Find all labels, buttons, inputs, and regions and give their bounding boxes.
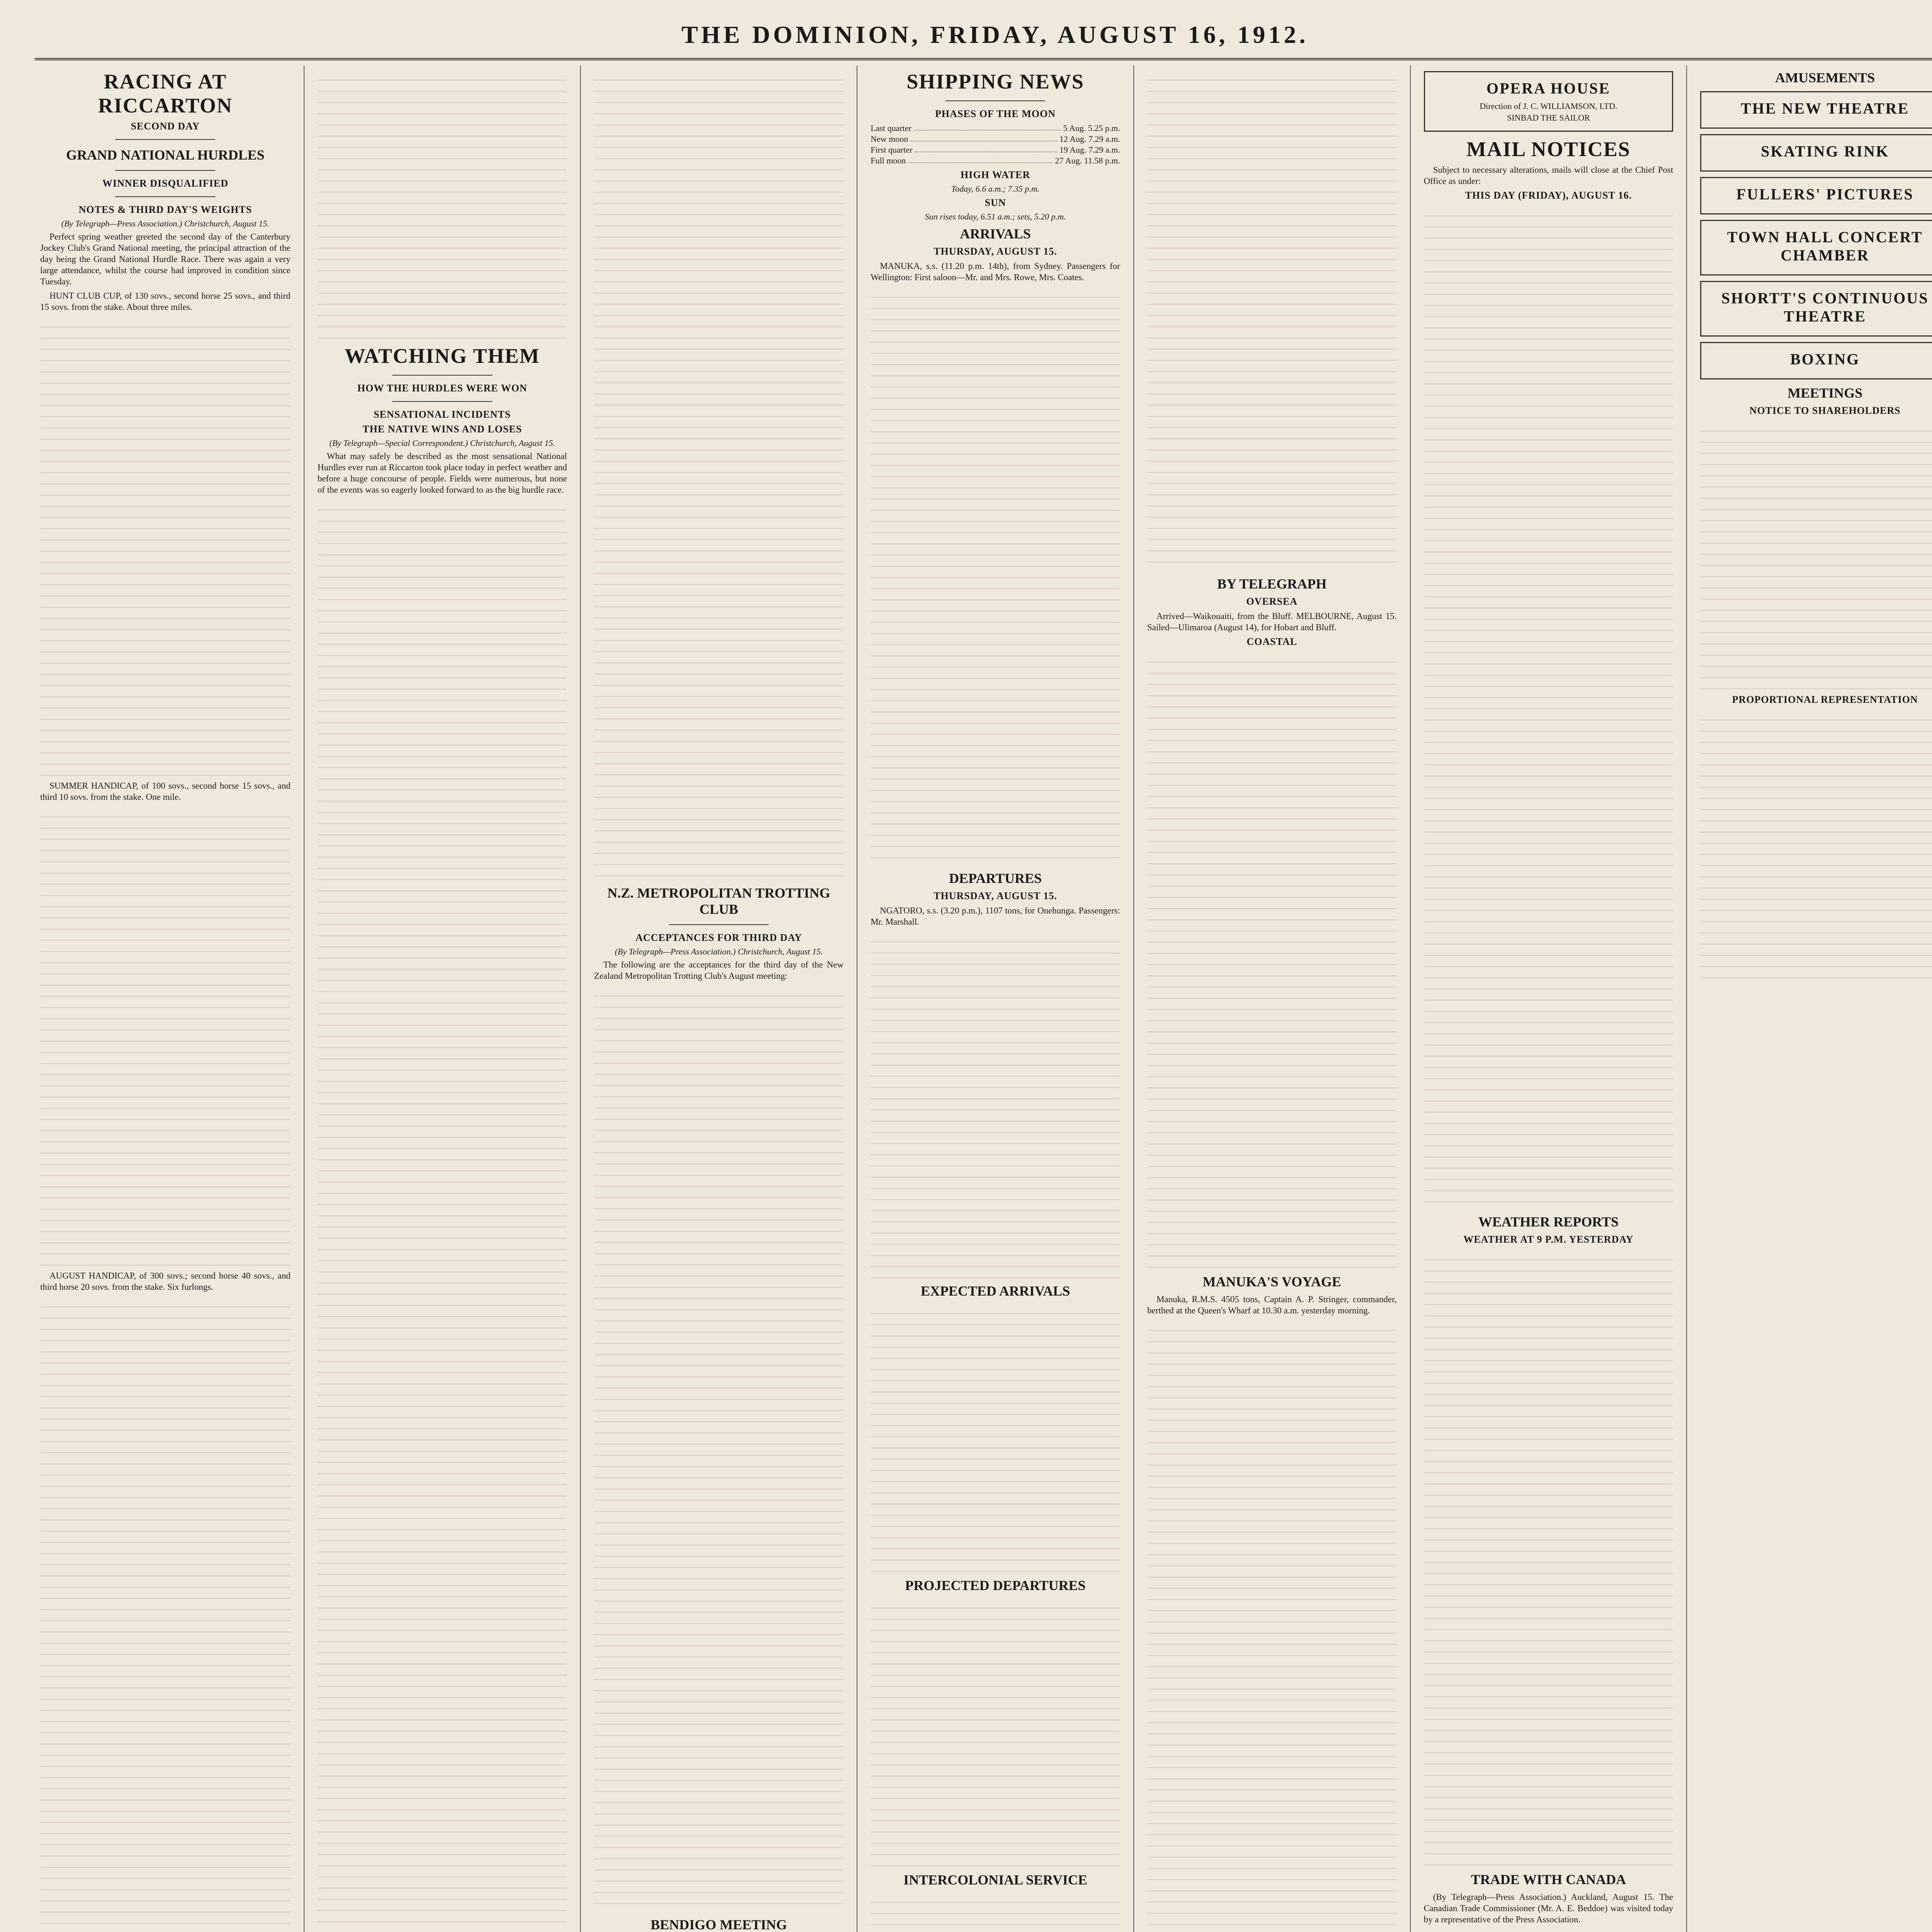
- rule: [115, 170, 215, 171]
- racing-deck: GRAND NATIONAL HURDLES: [66, 147, 265, 163]
- text-body: [1700, 709, 1932, 980]
- text-body: [1147, 651, 1397, 1270]
- mail-p1: Subject to necessary alterations, mails will close at the Chief Post Office as under:: [1423, 165, 1673, 186]
- arrivals-text: MANUKA, s.s. (11.20 p.m. 14th), from Sydney. Passengers for Wellington: First saloon—Mr. and Mrs. Rowe, Mrs. Coates.: [871, 261, 1120, 282]
- text-body: [1700, 420, 1932, 691]
- departures-text: NGATORO, s.s. (3.20 p.m.), 1107 tons, for Onehunga. Passengers: Mr. Marshall.: [871, 906, 1120, 927]
- column-amusements: [1686, 66, 1932, 1932]
- telegraph-p1: Arrived—Waikouaiti, from the Bluff. MELBOURNE, August 15. Sailed—Ulimaroa (August 14), for Hobart and Bluff.: [1147, 611, 1397, 632]
- racing-race3: AUGUST HANDICAP, of 300 sovs.; second horse 40 sovs., and third horse 20 sovs. from the stake. Six furlongs.: [40, 1271, 291, 1292]
- sun-head: SUN: [985, 197, 1006, 208]
- text-body: [318, 70, 567, 340]
- text-body: [594, 985, 844, 1913]
- racing-dateline: (By Telegraph—Press Association.) Christchurch, August 15.: [61, 219, 269, 228]
- rule: [392, 401, 492, 402]
- metropolitan-sub: ACCEPTANCES FOR THIRD DAY: [635, 932, 802, 943]
- weather-head: WEATHER REPORTS: [1478, 1214, 1619, 1230]
- watching-head: WATCHING THEM: [344, 344, 540, 367]
- shortts-title: SHORTT'S CONTINUOUS THEATRE: [1721, 289, 1929, 325]
- text-body: [871, 931, 1120, 1279]
- racing-race1: HUNT CLUB CUP, of 130 sovs., second horse 25 sovs., and third 15 sovs. from the stake. About three miles.: [40, 291, 291, 312]
- bendigo-head: BENDIGO MEETING: [650, 1917, 787, 1932]
- trade-text: (By Telegraph—Press Association.) Auckland, August 15. The Canadian Trade Commissioner (Mr. A. E. Beddoe) was visited today by a representative of the Press Association.: [1423, 1892, 1673, 1924]
- manuka-head: MANUKA'S VOYAGE: [1202, 1274, 1341, 1289]
- newspaper-title: THE DOMINION, FRIDAY, AUGUST 16, 1912.: [681, 21, 1309, 48]
- column-mail: [1410, 66, 1687, 1932]
- column-trotting: [580, 66, 857, 1932]
- rule: [115, 139, 215, 140]
- text-body: [40, 806, 291, 1270]
- racing-intro: Perfect spring weather greeted the second day of the Canterbury Jockey Club's Grand National meeting, the principal attraction of the day being the Grand National Hurdle Race. There was again a very large attendance, whilst the course had improved in condition since Tuesday.: [40, 232, 291, 286]
- expected-head: EXPECTED ARRIVALS: [920, 1283, 1070, 1299]
- list-item: New moon 12 Aug. 7.29 a.m.: [871, 134, 1120, 144]
- text-body: [871, 1303, 1120, 1573]
- projected-head: PROJECTED DEPARTURES: [905, 1578, 1086, 1593]
- shortts-ad: [1700, 281, 1932, 337]
- text-body: [1424, 1249, 1673, 1867]
- watching-sub: HOW THE HURDLES WERE WON: [357, 383, 527, 394]
- mail-today: THIS DAY (FRIDAY), AUGUST 16.: [1465, 190, 1632, 201]
- notice-head: NOTICE TO SHAREHOLDERS: [1749, 405, 1901, 416]
- mail-head: MAIL NOTICES: [1466, 138, 1631, 161]
- column-telegraph: [1133, 66, 1410, 1932]
- text-body: [40, 316, 291, 780]
- text-body: [1147, 70, 1397, 572]
- text-body: [871, 1892, 1120, 1932]
- column-racing: [27, 66, 304, 1932]
- opera-direction: Direction of J. C. WILLIAMSON, LTD.: [1480, 101, 1617, 111]
- arrivals-date: THURSDAY, AUGUST 15.: [934, 246, 1057, 257]
- text-body: [1424, 205, 1673, 1210]
- sun-text: Sun rises today, 6.51 a.m.; sets, 5.20 p.m.: [925, 212, 1066, 221]
- intercolonial-head: INTERCOLONIAL SERVICE: [903, 1872, 1087, 1888]
- list-item: First quarter 19 Aug. 7.29 a.m.: [871, 145, 1120, 155]
- meetings-head: MEETINGS: [1787, 385, 1863, 401]
- text-body: [871, 1597, 1120, 1868]
- watching-sub2: SENSATIONAL INCIDENTS: [374, 409, 511, 420]
- fullers-ad: [1700, 177, 1932, 214]
- moon-list: [871, 123, 1120, 166]
- town-hall-ad: [1700, 220, 1932, 276]
- skating-title: SKATING RINK: [1761, 143, 1889, 160]
- departures-head: DEPARTURES: [949, 871, 1042, 886]
- new-theatre-ad: [1700, 91, 1932, 129]
- column-shipping: [857, 66, 1133, 1932]
- racing-subhead: SECOND DAY: [131, 121, 200, 132]
- watching-dateline: (By Telegraph—Special Correspondent.) Christchurch, August 15.: [329, 438, 555, 448]
- coastal-head: COASTAL: [1247, 636, 1298, 647]
- trade-head: TRADE WITH CANADA: [1471, 1872, 1626, 1887]
- watching-sub3: THE NATIVE WINS AND LOSES: [362, 423, 522, 435]
- text-body: [40, 1296, 291, 1932]
- weather-sub: WEATHER AT 9 P.M. YESTERDAY: [1463, 1234, 1634, 1245]
- manuka-text: Manuka, R.M.S. 4505 tons, Captain A. P. Stringer, commander, berthed at the Queen's Wharf at 10.30 a.m. yesterday morning.: [1147, 1294, 1397, 1315]
- departures-date: THURSDAY, AUGUST 15.: [934, 890, 1057, 901]
- town-hall-title: TOWN HALL CONCERT CHAMBER: [1727, 228, 1923, 264]
- columns: [27, 66, 1932, 1932]
- text-body: [871, 287, 1120, 866]
- rule: [115, 196, 215, 197]
- metropolitan-p1: The following are the acceptances for the third day of the New Zealand Metropolitan Trotting Club's August meeting:: [594, 960, 844, 981]
- page-number: [1909, 22, 1932, 48]
- racing-race2: SUMMER HANDICAP, of 100 sovs., second horse 15 sovs., and third 10 sovs. from the stake. One mile.: [40, 781, 291, 802]
- arrivals-head: ARRIVALS: [960, 226, 1031, 242]
- column-watching: [304, 66, 580, 1932]
- boxing-ad: [1700, 342, 1932, 379]
- moon-phases-head: PHASES OF THE MOON: [935, 108, 1056, 119]
- text-body: [318, 499, 567, 1932]
- telegraph-sub: OVERSEA: [1246, 596, 1298, 607]
- racing-deck2: WINNER DISQUALIFIED: [102, 178, 228, 189]
- opera-house-ad: [1424, 71, 1673, 132]
- skating-ad: [1700, 134, 1932, 172]
- racing-deck3: NOTES & THIRD DAY'S WEIGHTS: [78, 204, 252, 215]
- fullers-title: FULLERS' PICTURES: [1736, 185, 1914, 203]
- list-item: Last quarter 5 Aug. 5.25 p.m.: [871, 123, 1120, 133]
- boxing-title: BOXING: [1790, 350, 1860, 368]
- list-item: Full moon 27 Aug. 11.58 p.m.: [871, 156, 1120, 165]
- opera-house-title: OPERA HOUSE: [1486, 80, 1611, 97]
- text-body: [594, 70, 844, 881]
- opera-show: SINBAD THE SAILOR: [1507, 113, 1590, 122]
- rule: [392, 375, 492, 376]
- telegraph-head: BY TELEGRAPH: [1217, 576, 1327, 592]
- amusements-head: AMUSEMENTS: [1775, 70, 1875, 85]
- metropolitan-head: N.Z. METROPOLITAN TROTTING CLUB: [607, 885, 830, 917]
- rule: [669, 924, 769, 925]
- rule: [946, 100, 1045, 101]
- racing-headline: RACING AT RICCARTON: [98, 70, 233, 117]
- proportional-head: PROPORTIONAL REPRESENTATION: [1732, 694, 1918, 705]
- high-water-head: HIGH WATER: [960, 169, 1031, 180]
- watching-p1: What may safely be described as the most sensational National Hurdles ever run at Riccarton took place today in perfect weather and before a huge concourse of people. Fields were numerous, but none of the events was so eagerly looked forward to as the big hurdle race.: [317, 451, 567, 495]
- metropolitan-dateline: (By Telegraph—Press Association.) Christchurch, August 15.: [615, 947, 823, 956]
- high-water-text: Today, 6.6 a.m.; 7.35 p.m.: [951, 184, 1040, 194]
- masthead: [35, 12, 1932, 60]
- new-theatre-title: THE NEW THEATRE: [1741, 100, 1910, 117]
- shipping-head: SHIPPING NEWS: [906, 70, 1084, 93]
- text-body: [1147, 1320, 1397, 1932]
